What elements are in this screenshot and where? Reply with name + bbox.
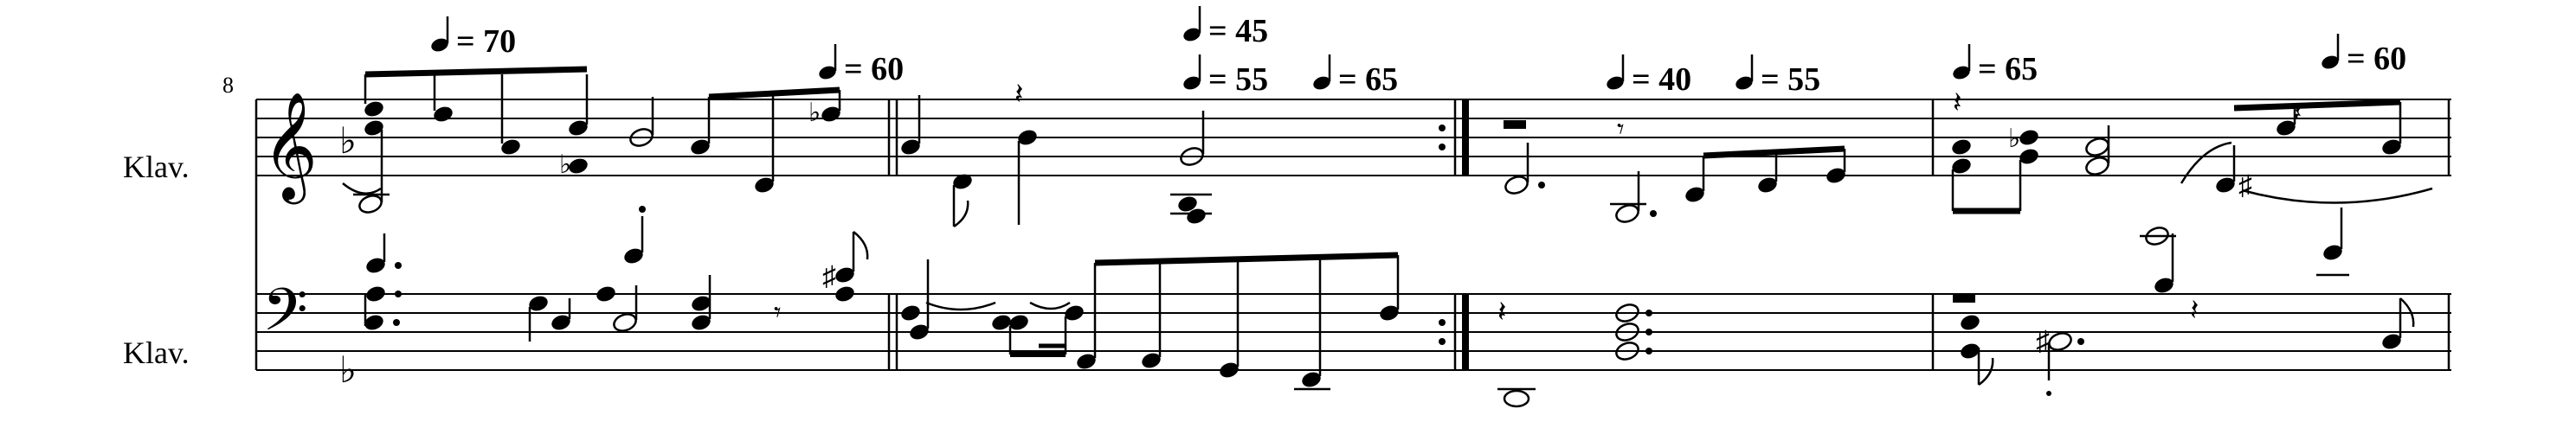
quarter-rest: 𝄽: [2294, 99, 2302, 127]
sharp-accidental: ♯: [822, 260, 836, 291]
tempo-text: = 40: [1632, 61, 1692, 98]
tempo-text: = 65: [1978, 51, 2038, 87]
barlines: [256, 99, 2449, 370]
eighth-rest: 𝄾: [774, 297, 782, 328]
tempo-text: = 60: [844, 51, 905, 87]
tempo-mark: [817, 44, 904, 87]
tempo-text: = 55: [1208, 61, 1269, 98]
instrument-label-upper: Klav.: [123, 150, 190, 184]
measure-number: 8: [222, 73, 234, 98]
quarter-rest: 𝄽: [1014, 79, 1024, 111]
quarter-rest: 𝄽: [1953, 87, 1962, 119]
tempo-text: = 70: [456, 23, 517, 60]
treble-notes-m8: [343, 69, 842, 215]
treble-notes-m10: [1504, 120, 1847, 225]
tempo-mark: [2320, 34, 2406, 77]
key-signature-flat-bass: ♭: [339, 351, 357, 391]
tempo-mark: [1734, 54, 1820, 98]
treble-clef: 𝄞: [262, 95, 318, 198]
tempo-text: = 55: [1761, 61, 1821, 98]
tempo-mark: [1182, 54, 1268, 98]
key-signature-flat-treble: ♭: [339, 122, 357, 162]
tempo-mark: [1311, 54, 1398, 98]
tempo-text: = 45: [1208, 13, 1269, 49]
treble-notes-m9: [899, 95, 1212, 227]
instrument-label-lower: Klav.: [123, 335, 190, 370]
tempo-mark: [429, 16, 516, 60]
bass-notes: [363, 255, 2413, 406]
tempo-text: = 65: [1338, 61, 1399, 98]
repeat-barline: [1439, 99, 1469, 370]
sharp-accidental: ♯: [2238, 169, 2252, 201]
tempo-mark: [1605, 54, 1691, 98]
flat-accidental: ♭: [2008, 125, 2021, 153]
tempo-mark: [1951, 44, 2038, 87]
tempo-text: = 60: [2347, 41, 2407, 77]
bass-clef: 𝄢: [262, 278, 308, 357]
sharp-accidental: ♯: [2036, 325, 2050, 356]
flat-accidental: ♭: [808, 99, 821, 127]
tempo-mark: [1182, 6, 1268, 49]
eighth-rest: 𝄾: [1617, 113, 1625, 144]
flat-accidental: ♭: [559, 150, 572, 179]
bass-staff: [256, 294, 2451, 370]
quarter-rest: 𝄽: [2190, 295, 2199, 327]
quarter-rest: 𝄽: [1497, 297, 1507, 329]
